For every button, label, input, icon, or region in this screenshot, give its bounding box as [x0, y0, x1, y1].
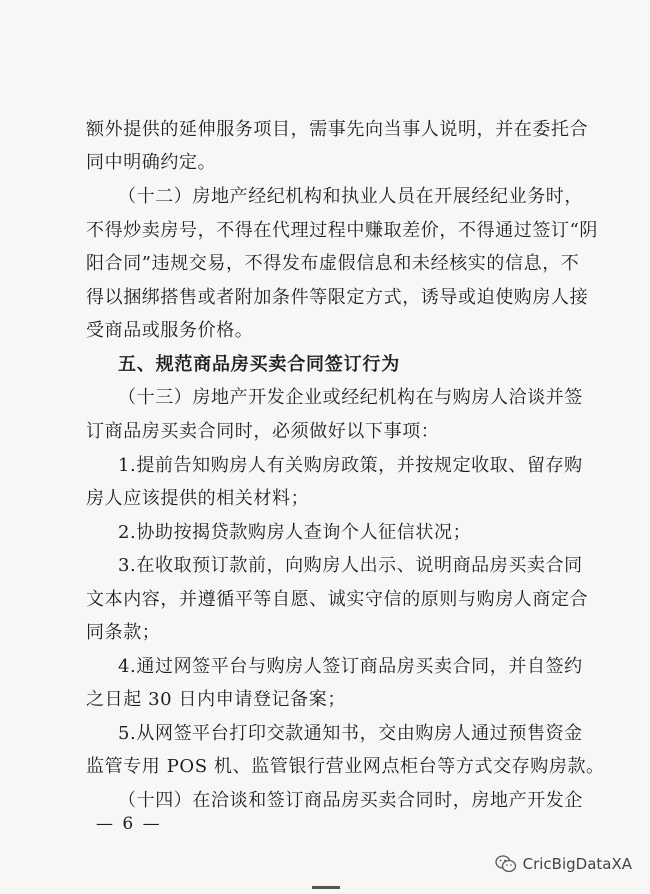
text-line: 之日起 30 日内申请登记备案；	[86, 689, 346, 710]
wechat-icon	[495, 855, 517, 873]
watermark-text: CricBigDataXA	[522, 855, 632, 873]
text-line: 得以捆绑搭售或者附加条件等限定方式，诱导或迫使购房人接	[86, 287, 589, 308]
text-line: （十二）房地产经纪机构和执业人员在开展经纪业务时，	[118, 186, 583, 207]
watermark	[495, 855, 632, 873]
bottom-mark	[312, 886, 340, 889]
text-line: 2.协助按揭贷款购房人查询个人征信状况；	[118, 522, 472, 543]
section-heading: 五、规范商品房买卖合同签订行为	[118, 354, 400, 375]
text-line: 同条款；	[86, 622, 161, 643]
text-line: 额外提供的延伸服务项目，需事先向当事人说明，并在委托合	[86, 119, 589, 140]
text-line: 不得炒卖房号，不得在代理过程中赚取差价，不得通过签订“阴	[86, 220, 598, 241]
text-line: （十三）房地产开发企业或经纪机构在与购房人洽谈并签	[118, 387, 583, 408]
text-line: 监管专用 POS 机、监管银行营业网点柜台等方式交存购房款。	[86, 756, 605, 777]
text-line: 1.提前告知购房人有关购房政策，并按规定收取、留存购	[118, 455, 583, 476]
text-line: 阳合同”违规交易，不得发布虚假信息和未经核实的信息，不	[86, 253, 580, 274]
text-line: 同中明确约定。	[86, 152, 217, 173]
text-line: 4.通过网签平台与购房人签订商品房买卖合同，并自签约	[118, 656, 583, 677]
text-line: 订商品房买卖合同时，必须做好以下事项：	[86, 421, 440, 442]
text-line: （十四）在洽谈和签订商品房买卖合同时，房地产开发企	[118, 790, 583, 811]
text-line: 5.从网签平台打印交款通知书，交由购房人通过预售资金	[118, 723, 583, 744]
text-line: 3.在收取预订款前，向购房人出示、说明商品房买卖合同	[118, 555, 583, 576]
text-line: 房人应该提供的相关材料；	[86, 488, 310, 509]
page-number: — 6 —	[96, 814, 162, 834]
text-line: 受商品或服务价格。	[86, 320, 254, 341]
text-line: 文本内容，并遵循平等自愿、诚实守信的原则与购房人商定合	[86, 589, 589, 610]
